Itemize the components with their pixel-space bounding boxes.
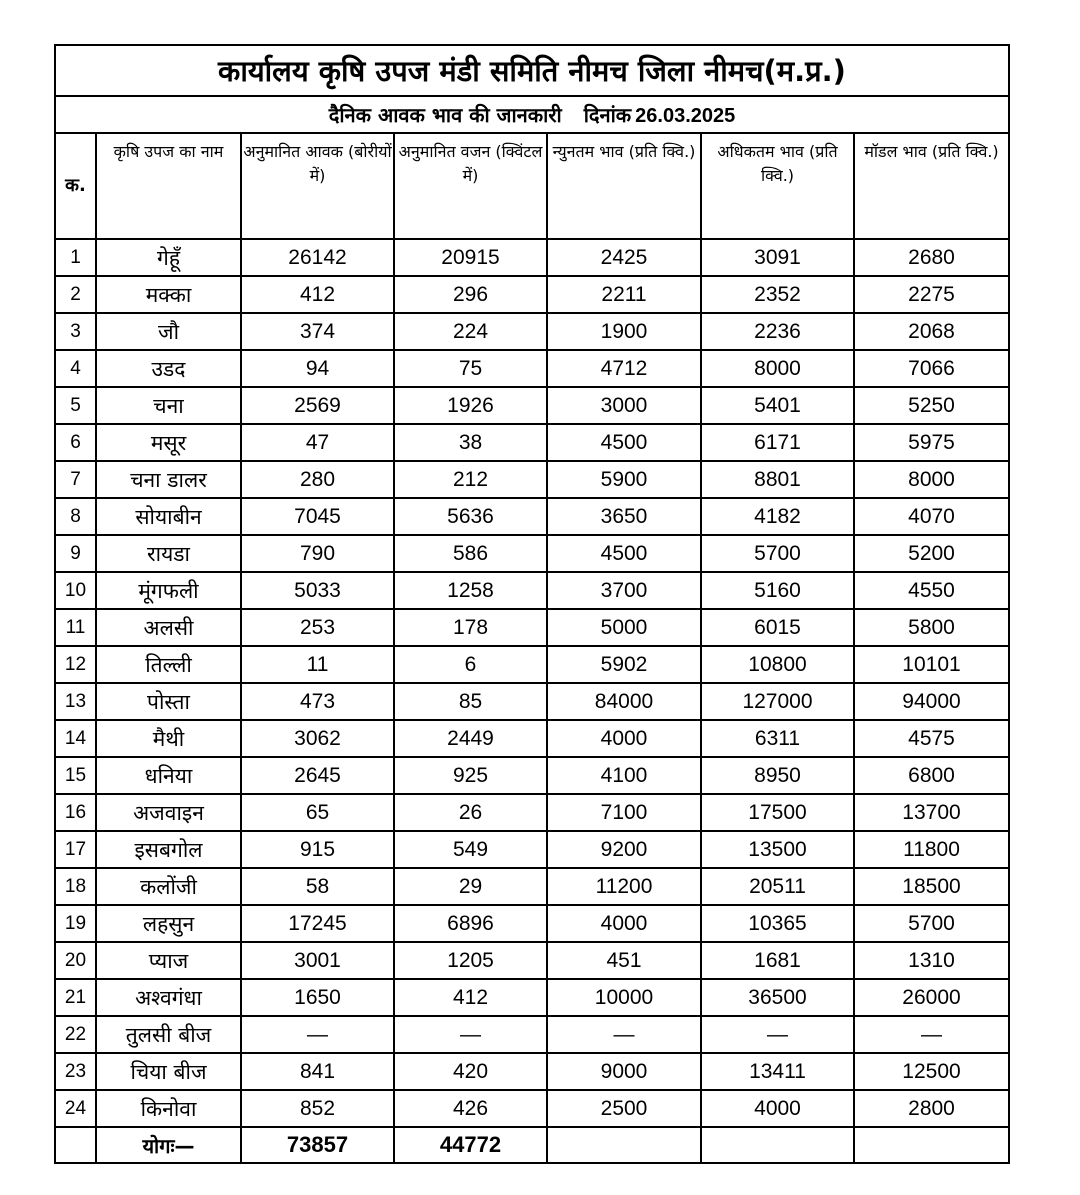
cell-produce-name: मक्का [96,276,241,313]
cell-arrival: 852 [241,1090,394,1127]
cell-arrival: — [241,1016,394,1053]
column-header-modal-price: मॉडल भाव (प्रति क्वि.) [854,133,1009,239]
cell-modal-price: — [854,1016,1009,1053]
cell-weight: — [394,1016,547,1053]
cell-min-price: 9000 [547,1053,701,1090]
cell-serial: 5 [55,387,96,424]
cell-min-price: 3000 [547,387,701,424]
cell-min-price: 5900 [547,461,701,498]
cell-min-price: 4712 [547,350,701,387]
total-row [55,1127,1009,1163]
cell-min-price: 3650 [547,498,701,535]
cell-max-price: 10800 [701,646,854,683]
cell-min-price: 4500 [547,535,701,572]
table-row [55,757,1009,794]
cell-arrival: 1650 [241,979,394,1016]
cell-arrival: 5033 [241,572,394,609]
table-row [55,1090,1009,1127]
rate-table [54,44,1010,1164]
table-row [55,461,1009,498]
cell-max-price: 4000 [701,1090,854,1127]
cell-max-price: 13411 [701,1053,854,1090]
table-row [55,868,1009,905]
cell-weight: 75 [394,350,547,387]
cell-max-price: 6171 [701,424,854,461]
cell-produce-name: रायडा [96,535,241,572]
cell-max-price: 4182 [701,498,854,535]
cell-max-price: 20511 [701,868,854,905]
cell-max-price: 3091 [701,239,854,276]
total-max-empty [701,1127,854,1163]
cell-produce-name: मसूर [96,424,241,461]
cell-max-price: 8950 [701,757,854,794]
cell-arrival: 253 [241,609,394,646]
cell-modal-price: 2275 [854,276,1009,313]
cell-min-price: 5000 [547,609,701,646]
cell-produce-name: अश्वगंधा [96,979,241,1016]
cell-weight: 26 [394,794,547,831]
cell-produce-name: पोस्ता [96,683,241,720]
table-row [55,979,1009,1016]
cell-modal-price: 6800 [854,757,1009,794]
cell-max-price: 36500 [701,979,854,1016]
office-title: कार्यालय कृषि उपज मंडी समिति नीमच जिला नीमच(म.प्र.) [55,45,1009,96]
cell-serial: 1 [55,239,96,276]
total-modal-empty [854,1127,1009,1163]
cell-serial: 4 [55,350,96,387]
cell-max-price: 8801 [701,461,854,498]
cell-weight: 549 [394,831,547,868]
cell-weight: 1258 [394,572,547,609]
cell-serial: 15 [55,757,96,794]
cell-arrival: 11 [241,646,394,683]
table-row [55,905,1009,942]
cell-arrival: 473 [241,683,394,720]
table-row [55,313,1009,350]
cell-serial: 2 [55,276,96,313]
cell-serial: 14 [55,720,96,757]
cell-max-price: 10365 [701,905,854,942]
cell-max-price: 5401 [701,387,854,424]
cell-weight: 20915 [394,239,547,276]
cell-produce-name: धनिया [96,757,241,794]
cell-serial: 10 [55,572,96,609]
cell-produce-name: कलोंजी [96,868,241,905]
cell-weight: 586 [394,535,547,572]
cell-weight: 178 [394,609,547,646]
cell-produce-name: मैथी [96,720,241,757]
cell-modal-price: 11800 [854,831,1009,868]
cell-modal-price: 4070 [854,498,1009,535]
cell-serial: 11 [55,609,96,646]
cell-weight: 1926 [394,387,547,424]
cell-max-price: 5160 [701,572,854,609]
column-header-row [55,133,1009,239]
cell-max-price: 2236 [701,313,854,350]
cell-serial: 18 [55,868,96,905]
cell-modal-price: 4575 [854,720,1009,757]
cell-weight: 426 [394,1090,547,1127]
cell-serial: 3 [55,313,96,350]
cell-produce-name: इसबगोल [96,831,241,868]
cell-max-price: 17500 [701,794,854,831]
cell-produce-name: प्याज [96,942,241,979]
cell-max-price: — [701,1016,854,1053]
table-row [55,239,1009,276]
cell-serial: 24 [55,1090,96,1127]
cell-min-price: 1900 [547,313,701,350]
total-weight: 44772 [394,1127,547,1163]
cell-serial: 20 [55,942,96,979]
cell-arrival: 47 [241,424,394,461]
cell-arrival: 412 [241,276,394,313]
table-row [55,720,1009,757]
cell-arrival: 58 [241,868,394,905]
total-min-empty [547,1127,701,1163]
cell-modal-price: 2068 [854,313,1009,350]
table-row [55,831,1009,868]
cell-produce-name: अजवाइन [96,794,241,831]
cell-weight: 29 [394,868,547,905]
cell-arrival: 2645 [241,757,394,794]
cell-weight: 6896 [394,905,547,942]
cell-arrival: 94 [241,350,394,387]
cell-modal-price: 5800 [854,609,1009,646]
cell-modal-price: 7066 [854,350,1009,387]
cell-weight: 420 [394,1053,547,1090]
cell-max-price: 8000 [701,350,854,387]
cell-modal-price: 2680 [854,239,1009,276]
cell-produce-name: मूंगफली [96,572,241,609]
column-header-serial: क. [55,133,96,239]
table-row [55,683,1009,720]
cell-modal-price: 1310 [854,942,1009,979]
cell-min-price: 84000 [547,683,701,720]
cell-serial: 13 [55,683,96,720]
cell-min-price: 451 [547,942,701,979]
cell-serial: 6 [55,424,96,461]
report-subtitle [55,96,1009,133]
cell-max-price: 1681 [701,942,854,979]
table-row [55,498,1009,535]
cell-modal-price: 5975 [854,424,1009,461]
cell-arrival: 2569 [241,387,394,424]
cell-serial: 9 [55,535,96,572]
cell-produce-name: चिया बीज [96,1053,241,1090]
cell-serial: 8 [55,498,96,535]
cell-arrival: 3062 [241,720,394,757]
cell-arrival: 17245 [241,905,394,942]
cell-max-price: 6015 [701,609,854,646]
cell-max-price: 5700 [701,535,854,572]
cell-arrival: 280 [241,461,394,498]
cell-min-price: 2211 [547,276,701,313]
cell-arrival: 374 [241,313,394,350]
cell-modal-price: 13700 [854,794,1009,831]
cell-produce-name: लहसुन [96,905,241,942]
column-header-arrival: अनुमानित आवक (बोरीयों में) [241,133,394,239]
cell-arrival: 3001 [241,942,394,979]
cell-modal-price: 5700 [854,905,1009,942]
table-row [55,942,1009,979]
table-row [55,572,1009,609]
cell-produce-name: चना [96,387,241,424]
table-row [55,387,1009,424]
cell-arrival: 65 [241,794,394,831]
cell-modal-price: 5200 [854,535,1009,572]
cell-min-price: 4000 [547,905,701,942]
cell-min-price: 3700 [547,572,701,609]
cell-produce-name: किनोवा [96,1090,241,1127]
cell-arrival: 26142 [241,239,394,276]
table-row [55,350,1009,387]
total-label: योगः— [96,1127,241,1163]
cell-produce-name: तिल्ली [96,646,241,683]
cell-modal-price: 94000 [854,683,1009,720]
cell-serial: 21 [55,979,96,1016]
cell-weight: 2449 [394,720,547,757]
table-row [55,794,1009,831]
table-row [55,1016,1009,1053]
cell-produce-name: चना डालर [96,461,241,498]
cell-weight: 38 [394,424,547,461]
cell-modal-price: 5250 [854,387,1009,424]
cell-serial: 12 [55,646,96,683]
cell-max-price: 13500 [701,831,854,868]
cell-serial: 17 [55,831,96,868]
cell-min-price: 9200 [547,831,701,868]
column-header-min-price: न्युनतम भाव (प्रति क्वि.) [547,133,701,239]
cell-serial: 22 [55,1016,96,1053]
cell-max-price: 127000 [701,683,854,720]
cell-arrival: 915 [241,831,394,868]
cell-weight: 6 [394,646,547,683]
cell-produce-name: उडद [96,350,241,387]
cell-produce-name: सोयाबीन [96,498,241,535]
cell-min-price: 4100 [547,757,701,794]
cell-modal-price: 2800 [854,1090,1009,1127]
cell-arrival: 841 [241,1053,394,1090]
cell-produce-name: जौ [96,313,241,350]
cell-weight: 296 [394,276,547,313]
table-row [55,646,1009,683]
cell-weight: 224 [394,313,547,350]
total-serial-empty [55,1127,96,1163]
cell-modal-price: 8000 [854,461,1009,498]
column-header-produce: कृषि उपज का नाम [96,133,241,239]
cell-weight: 1205 [394,942,547,979]
cell-weight: 5636 [394,498,547,535]
cell-arrival: 7045 [241,498,394,535]
cell-arrival: 790 [241,535,394,572]
table-row [55,609,1009,646]
cell-max-price: 2352 [701,276,854,313]
cell-weight: 925 [394,757,547,794]
report-date: 26.03.2025 [635,105,736,127]
mandi-rate-sheet [54,44,1008,1164]
subtitle-text: दैनिक आवक भाव की जानकारी [328,103,562,127]
cell-modal-price: 26000 [854,979,1009,1016]
cell-weight: 412 [394,979,547,1016]
cell-min-price: 7100 [547,794,701,831]
cell-produce-name: अलसी [96,609,241,646]
table-row [55,424,1009,461]
cell-serial: 19 [55,905,96,942]
cell-modal-price: 12500 [854,1053,1009,1090]
total-arrival: 73857 [241,1127,394,1163]
cell-produce-name: गेहूँ [96,239,241,276]
cell-min-price: 11200 [547,868,701,905]
cell-modal-price: 4550 [854,572,1009,609]
cell-min-price: 10000 [547,979,701,1016]
table-row [55,1053,1009,1090]
cell-serial: 16 [55,794,96,831]
cell-produce-name: तुलसी बीज [96,1016,241,1053]
cell-min-price: 2500 [547,1090,701,1127]
cell-weight: 85 [394,683,547,720]
cell-serial: 7 [55,461,96,498]
column-header-weight: अनुमानित वजन (क्विंटल में) [394,133,547,239]
table-row [55,276,1009,313]
cell-min-price: 4000 [547,720,701,757]
cell-modal-price: 18500 [854,868,1009,905]
table-row [55,535,1009,572]
cell-max-price: 6311 [701,720,854,757]
cell-min-price: — [547,1016,701,1053]
date-label: दिनांक [583,103,632,127]
cell-min-price: 5902 [547,646,701,683]
cell-weight: 212 [394,461,547,498]
cell-min-price: 2425 [547,239,701,276]
cell-modal-price: 10101 [854,646,1009,683]
cell-min-price: 4500 [547,424,701,461]
column-header-max-price: अधिकतम भाव (प्रति क्वि.) [701,133,854,239]
cell-serial: 23 [55,1053,96,1090]
